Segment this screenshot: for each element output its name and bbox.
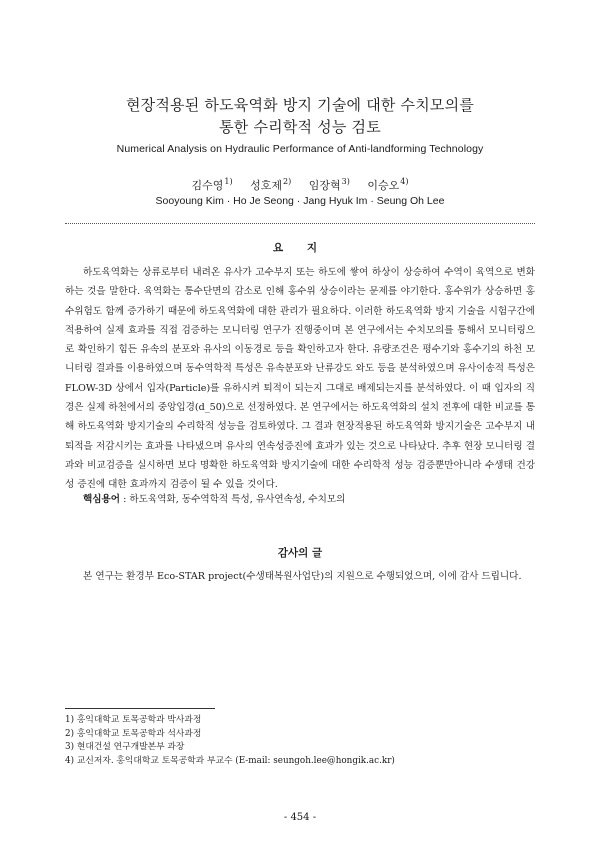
abstract-heading: 요 지 [273,242,327,254]
footnote-item: 3) 현대건설 연구개발본부 과장 [65,742,185,753]
author-3-mark: 3) [341,177,350,187]
title-line-2: 통한 수리학적 성능 검토 [219,118,381,136]
page-number: - 454 - [283,812,317,823]
paper-title-korean [0,94,600,138]
author-2-mark: 2) [283,177,292,187]
footnote-rule [65,708,215,709]
author-4-name: 이승오 [367,179,400,192]
acknowledgement-body: 본 연구는 환경부 Eco-STAR project(수생태복원사업단)의 지원으로 수행되었으며, 이에 감사 드립니다. [83,571,522,582]
paper-title-english: Numerical Analysis on Hydraulic Performance of Anti-landforming Technology [116,143,484,155]
title-line-1: 현장적용된 하도육역화 방지 기술에 대한 수치모의를 [125,96,475,114]
authors-english: Sooyoung Kim · Ho Je Seong · Jang Hyuk Im · Seung Oh Lee [155,195,445,207]
footnote-item: 4) 교신저자. 홍익대학교 토목공학과 부교수 (E-mail: seungoh.lee@hongik.ac.kr) [65,755,395,766]
keywords-text: : 하도육역화, 동수역학적 특성, 유사연속성, 수치모의 [120,494,346,505]
acknowledgement-heading: 감사의 글 [277,547,323,559]
author-3-name: 임장혁 [308,179,341,192]
author-1-name: 김수영 [191,179,224,192]
author-2-name: 성호제 [250,179,283,192]
footnotes [65,714,535,768]
dotted-divider [65,223,535,224]
footnote-item: 2) 홍익대학교 토목공학과 석사과정 [65,728,202,739]
footnote-item: 1) 홍익대학교 토목공학과 박사과정 [65,715,202,725]
authors-korean [0,177,600,193]
author-1-mark: 1) [224,177,233,187]
author-4-mark: 4) [400,177,409,187]
keywords [83,491,543,505]
abstract-body: 하도육역화는 상류로부터 내려온 유사가 고수부지 또는 하도에 쌓여 하상이 상승하여 수역이 육역으로 변화하는 것을 말한다. 육역화는 통수단면의 감소로 인해 홍수위 상승이라는 문제를 야기한다. 홍수위가 상승하면 홍수위험도 함께 증가하기 때문에 하도육역화에 대한 관리가 필요하다. 이러한 하도육역화 방지 기술을 시험구간에 적용하여 실제 효과를 직접 검증하는 모니터링 연구가 진행중이며 본 연구에서는 수치모의를 통해서 모니터링으로 확인하기 힘든 유속의 분포와 유사의 이동경로 등을 확인하고자 한다. 유량조건은 평수기와 홍수기의 하천 모니터링 결과를 이용하였으며 동수역학적 특성은 유속분포와 난류강도 와도 등을 분석하였으며 유사이송적 특성은 FLOW-3D 상에서 입자(Particle)를 유하시켜 퇴적이 되는지 그대로 배제되는지를 분석하였다. 이 때 입자의 직경은 실제 하천에서의 중앙입경(d_50)으로 선정하였다. 본 연구에서는 하도육역화의 설치 전후에 대한 비교를 통해 하도육역화 방지기술의 수리학적 성능을 검토하였다. 그 결과 현장적용된 하도육역화 방지기술은 고수부지 내 퇴적을 저감시키는 효과를 나타냈으며 유사의 연속성증진에 효과가 있는 것으로 나타났다. 추후 현장 모니터링 결과와 비교검증을 실시하면 보다 명확한 하도육역화 방지기술에 대한 수리학적 성능 검증뿐만아니라 수생태 건강성 증진에 대한 효과까지 검증이 될 수 있을 것이다. [65,267,535,491]
keywords-label: 핵심용어 [83,494,121,505]
